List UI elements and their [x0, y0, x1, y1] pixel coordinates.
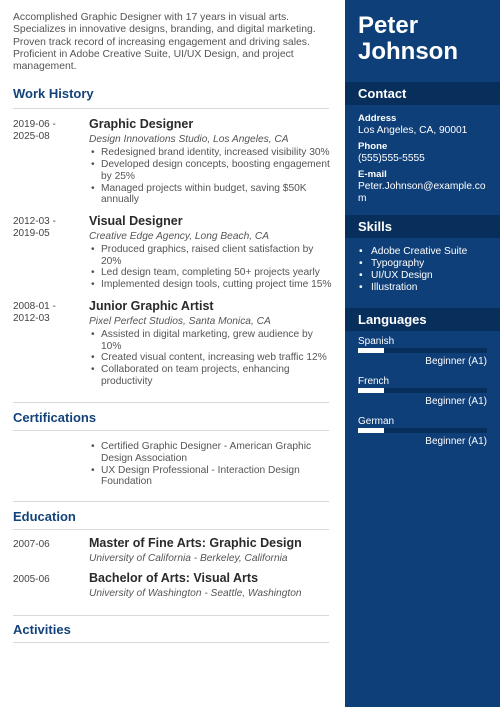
education-entry — [13, 571, 332, 599]
job-entry — [13, 117, 332, 206]
job-bullet: • Collaborated on team projects, enhancing productivity — [89, 364, 332, 387]
language-entry — [358, 416, 500, 448]
job-bullets — [89, 147, 332, 206]
job-start-date: 2019-06 - — [13, 119, 56, 131]
contact-section — [345, 105, 500, 205]
job-bullet: • Produced graphics, raised client satisfaction by 20% — [89, 244, 332, 267]
activities-header — [13, 616, 329, 643]
email-label: E-mail — [358, 169, 387, 180]
activities-heading: Activities — [13, 622, 71, 638]
job-bullets — [89, 329, 332, 388]
certifications-heading: Certifications — [13, 410, 97, 426]
job-dates — [13, 214, 89, 291]
job-title: Junior Graphic Artist — [89, 298, 214, 313]
job-bullet: • Led design team, completing 50+ projects yearly — [89, 267, 332, 279]
skills-section — [345, 238, 500, 294]
address-value: Los Angeles, CA, 90001 — [358, 125, 468, 136]
certification-item: • UX Design Professional - Interaction Design Foundation — [89, 465, 332, 488]
language-level: Beginner (A1) — [425, 436, 487, 447]
job-end-date: 2012-03 — [13, 312, 50, 324]
job-title: Visual Designer — [89, 214, 183, 228]
degree-name: Master of Fine Arts — [89, 536, 202, 551]
language-entry — [358, 336, 500, 368]
job-entry — [13, 214, 332, 291]
work-history-heading: Work History — [13, 86, 94, 102]
education-degree-line: Bachelor of Arts: Visual Arts — [89, 571, 259, 586]
certifications-list — [89, 441, 332, 488]
job-start-date: 2012-03 - — [13, 216, 56, 227]
language-entry — [358, 376, 500, 408]
job-bullet: • Developed design concepts, boosting engagement by 25% — [89, 159, 332, 182]
education-date: 2007-06 — [13, 539, 50, 551]
job-end-date: 2019-05 — [13, 228, 50, 239]
language-proficiency-fill — [358, 388, 384, 393]
education-school: University of California - Berkeley, California — [89, 553, 288, 565]
skill-item: • Illustration — [358, 282, 487, 294]
divider — [13, 430, 329, 431]
first-name: Peter — [358, 12, 419, 39]
language-level: Beginner (A1) — [425, 396, 487, 407]
job-dates — [13, 117, 89, 206]
language-proficiency-bar — [358, 348, 487, 353]
languages-section — [345, 331, 500, 448]
skills-list — [358, 246, 487, 294]
job-title: Graphic Designer — [89, 117, 194, 132]
phone-label: Phone — [358, 141, 388, 152]
languages-heading: Languages — [345, 308, 500, 331]
skill-item: • Typography — [358, 258, 487, 270]
language-proficiency-fill — [358, 428, 384, 433]
language-name: German — [358, 416, 395, 427]
skill-item: • UI/UX Design — [358, 270, 487, 282]
work-history-header — [13, 73, 329, 109]
education-degree-line: Master of Fine Arts: Graphic Design — [89, 536, 302, 551]
job-company: Creative Edge Agency, Long Beach, CA — [89, 231, 270, 242]
language-proficiency-fill — [358, 348, 384, 353]
sidebar — [345, 0, 500, 707]
job-bullet: • Redesigned brand identity, increased visibility 30% — [89, 147, 332, 159]
education-school: University of Washington - Seattle, Washington — [89, 588, 302, 600]
degree-field: Visual Arts — [193, 571, 259, 586]
job-bullets — [89, 244, 332, 291]
degree-name: Bachelor of Arts — [89, 571, 186, 586]
last-name: Johnson — [358, 38, 458, 65]
job-company: Pixel Perfect Studios, Santa Monica, CA — [89, 315, 271, 327]
job-company: Design Innovations Studio, Los Angeles, CA — [89, 134, 289, 146]
job-end-date: 2025-08 — [13, 131, 50, 143]
job-bullet: • Created visual content, increasing web traffic 12% — [89, 352, 332, 364]
job-entry — [13, 299, 332, 388]
education-entry — [13, 536, 332, 564]
contact-heading: Contact — [345, 82, 500, 105]
language-name: Spanish — [358, 336, 395, 347]
certifications-header — [13, 403, 329, 430]
certification-item: • Certified Graphic Designer - American Graphic Design Association — [89, 441, 332, 464]
language-level: Beginner (A1) — [425, 356, 487, 367]
education-header — [13, 502, 329, 530]
degree-field: Graphic Design — [209, 536, 302, 551]
skill-item: • Adobe Creative Suite — [358, 246, 487, 258]
email-link[interactable]: Peter.Johnson@example.com — [358, 181, 486, 204]
job-bullet: • Managed projects within budget, saving $50K annually — [89, 183, 332, 206]
language-proficiency-bar — [358, 388, 487, 393]
phone-value: (555)555-5555 — [358, 153, 425, 164]
education-heading: Education — [13, 509, 76, 525]
job-bullet: • Assisted in digital marketing, grew audience by 10% — [89, 329, 332, 352]
skills-heading: Skills — [345, 215, 500, 238]
job-dates — [13, 299, 89, 388]
job-bullet: • Implemented design tools, cutting project time 15% — [89, 279, 332, 291]
education-date: 2005-06 — [13, 574, 50, 586]
address-label: Address — [358, 113, 397, 124]
job-start-date: 2008-01 - — [13, 300, 56, 312]
language-proficiency-bar — [358, 428, 487, 433]
candidate-name — [345, 0, 500, 65]
professional-summary: Accomplished Graphic Designer with 17 years in visual arts. Specializes in innovative designs, branding, and digital marketing. Proven track record of increasing engagement and driving sales. Proficient in Adobe Creative Suite, UI/UX Design, and project management. — [13, 12, 316, 73]
language-name: French — [358, 376, 390, 387]
